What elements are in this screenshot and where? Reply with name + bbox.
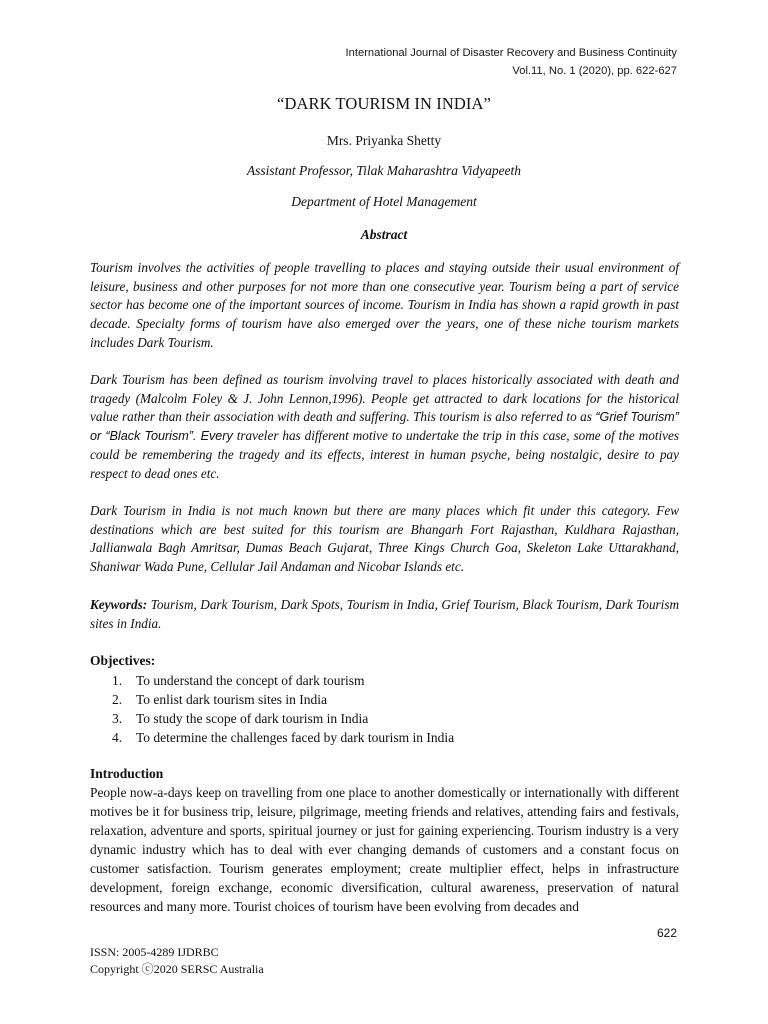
footer-issn: ISSN: 2005-4289 IJDRBC xyxy=(90,945,219,959)
introduction-heading: Introduction xyxy=(90,766,164,781)
list-item-number: 4. xyxy=(112,730,123,745)
list-item-text: To enlist dark tourism sites in India xyxy=(136,692,328,707)
paper-title: “DARK TOURISM IN INDIA” xyxy=(277,94,491,113)
abstract-p2-end: traveler has different motive to undertake the trip in this case, some of the motives could be remembering the tragedy and its effects, interest in human psyche, being nostalgic, desire to pay respect to dead ones etc. xyxy=(90,428,679,481)
list-item-number: 3. xyxy=(112,711,123,726)
abstract-paragraph-3: Dark Tourism in India is not much known but there are many places which fit under this category. Few destinations which are best suited for this tourism are Bhangarh Fort Rajasthan, Kuldhara Rajasthan, Jallianwala Bagh Amritsar, Dumas Beach Gujarat, Three Kings Church Goa, Skeleton Lake Uttarakhand, Shaniwar Wada Pune, Cellular Jail Andaman and Nicobar Islands etc. xyxy=(90,503,679,575)
list-item-number: 2. xyxy=(112,692,123,707)
objectives-heading: Objectives: xyxy=(90,653,156,668)
keywords xyxy=(90,596,679,633)
keywords-label: Keywords: xyxy=(90,597,148,612)
list-item-text: To understand the concept of dark tourism xyxy=(136,673,365,688)
copyright-text: 2020 SERSC Australia xyxy=(153,962,264,976)
introduction-text: People now-a-days keep on travelling from one place to another domestically or internationally with different motives be it for business trip, leisure, pilgrimage, meeting friends and relatives, attending fairs and festivals, relaxation, adventure and sports, spiritual journey or just for gaining experiencing. Tourism industry is a very dynamic industry which has to deal with ever changing demands of customers and a constant focus on customer satisfaction. Tourism generates employment; create multiplier effect, helps in infrastructure development, foreign exchange, economic diversification, cultural awareness, preservation of natural resources and many more. Tourist choices of tourism have been evolving from decades and xyxy=(90,785,679,914)
abstract-paragraph-1: Tourism involves the activities of people travelling to places and staying outside their usual environment of leisure, business and other purposes for not more than one consecutive year. Tourism being a part of service sector has become one of the important sources of income. Tourism in India has shown a rapid growth in past decade. Specialty forms of tourism have also emerged over the years, one of these niche tourism markets includes Dark Tourism. xyxy=(90,260,679,350)
keywords-text: Tourism, Dark Tourism, Dark Spots, Tourism in India, Grief Tourism, Black Tourism, Dark Tourism sites in India. xyxy=(90,597,679,631)
list-item xyxy=(112,671,454,690)
list-item xyxy=(112,728,454,747)
footer-copyright xyxy=(90,961,264,978)
author-name: Mrs. Priyanka Shetty xyxy=(326,133,442,148)
page-number: 622 xyxy=(656,926,677,940)
list-item xyxy=(112,690,454,709)
journal-volume: Vol.11, No. 1 (2020), pp. 622-627 xyxy=(512,65,677,77)
abstract-heading: Abstract xyxy=(360,227,408,242)
list-item-number: 1. xyxy=(112,673,123,688)
abstract-p2-quote: “Grief Tourism” or “Black Tourism”. Every xyxy=(90,410,679,444)
copyright-label: Copyright xyxy=(90,962,142,976)
list-item xyxy=(112,709,454,728)
abstract-p2-start: Dark Tourism has been defined as tourism involving travel to places historically associated with death and tragedy (Malcolm Foley & J. John Lennon,1996). People get attracted to dark locations for the historical value rather than their association with death and suffering. This tourism is also referred to as xyxy=(90,372,679,425)
footer xyxy=(90,944,264,978)
list-item-text: To study the scope of dark tourism in India xyxy=(136,711,369,726)
copyright-icon: ⓒ xyxy=(141,962,154,976)
journal-header xyxy=(346,44,677,80)
journal-name: International Journal of Disaster Recovery and Business Continuity xyxy=(345,47,677,59)
author-department: Department of Hotel Management xyxy=(291,194,477,209)
abstract-paragraph-2 xyxy=(90,371,679,483)
author-affiliation: Assistant Professor, Tilak Maharashtra Vidyapeeth xyxy=(246,163,522,178)
list-item-text: To determine the challenges faced by dark tourism in India xyxy=(136,730,455,745)
objectives-list xyxy=(112,671,454,747)
